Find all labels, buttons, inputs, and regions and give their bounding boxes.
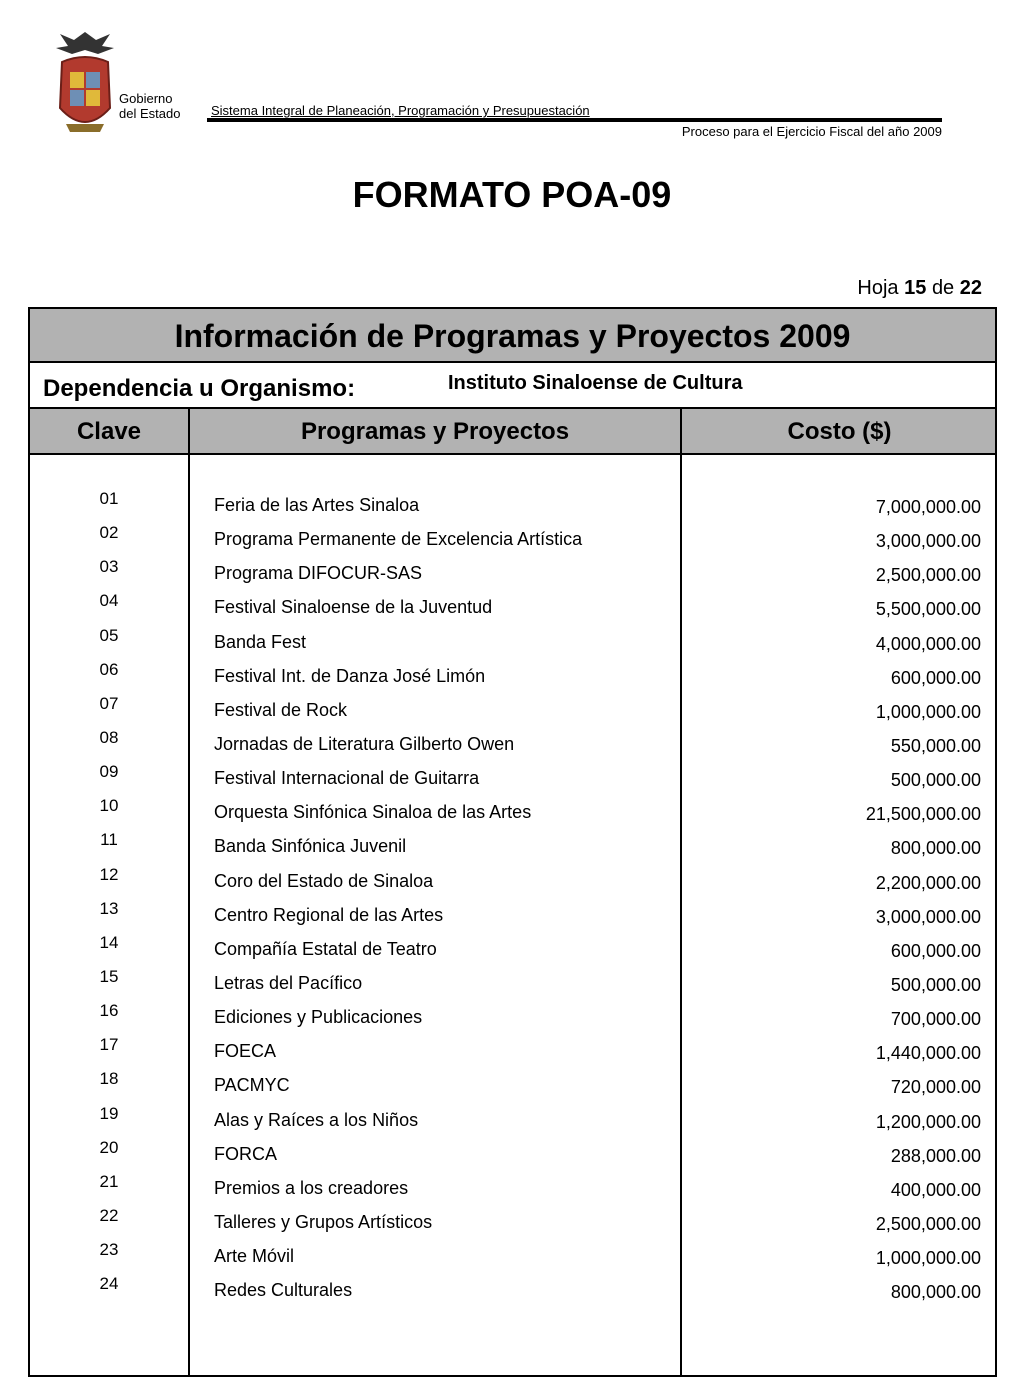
row-program: Banda Sinfónica Juvenil — [214, 836, 407, 857]
table-row — [30, 929, 995, 963]
row-clave: 20 — [99, 1137, 119, 1157]
row-cost: 1,200,000.00 — [875, 1111, 981, 1132]
row-cost: 1,440,000.00 — [875, 1043, 981, 1064]
row-clave: 01 — [99, 489, 119, 508]
row-cost: 720,000.00 — [890, 1077, 981, 1098]
row-clave: 05 — [99, 625, 119, 645]
table-row — [30, 690, 995, 724]
row-cost: 7,000,000.00 — [875, 497, 981, 517]
row-cost: 3,000,000.00 — [875, 531, 981, 552]
row-cost: 800,000.00 — [890, 838, 981, 859]
table-row — [30, 861, 995, 895]
row-program: Alas y Raíces a los Niños — [214, 1109, 419, 1130]
table-row — [30, 1134, 995, 1168]
row-clave: 19 — [99, 1103, 119, 1123]
row-cost: 1,000,000.00 — [875, 1248, 981, 1269]
table-row — [30, 997, 995, 1031]
row-clave: 17 — [99, 1035, 119, 1055]
row-cost: 4,000,000.00 — [875, 633, 981, 654]
table-row — [30, 895, 995, 929]
table-row — [30, 724, 995, 758]
row-cost: 800,000.00 — [890, 1282, 981, 1303]
row-clave: 02 — [99, 523, 119, 543]
dependency-row — [30, 363, 995, 409]
row-clave: 06 — [99, 659, 119, 679]
sheet-separator: de — [931, 277, 955, 299]
table-row — [30, 485, 995, 519]
row-program: Compañía Estatal de Teatro — [214, 938, 437, 959]
row-program: Ediciones y Publicaciones — [214, 1007, 423, 1028]
table-row — [30, 1031, 995, 1065]
row-cost: 2,500,000.00 — [875, 565, 981, 586]
row-cost: 600,000.00 — [890, 940, 981, 961]
table-row — [30, 1100, 995, 1134]
table-row — [30, 1168, 995, 1202]
row-clave: 13 — [99, 898, 119, 918]
row-program: Redes Culturales — [214, 1280, 353, 1301]
row-program: Programa DIFOCUR-SAS — [214, 563, 423, 584]
table-header — [30, 409, 995, 455]
row-program: Festival de Rock — [214, 699, 348, 720]
row-program: Banda Fest — [214, 631, 307, 652]
row-clave: 18 — [99, 1069, 119, 1089]
row-clave: 12 — [99, 864, 119, 884]
row-cost: 2,500,000.00 — [875, 1213, 981, 1234]
row-program: Programa Permanente de Excelencia Artística — [214, 529, 583, 550]
row-clave: 23 — [99, 1240, 119, 1260]
table-row — [30, 963, 995, 997]
row-program: Premios a los creadores — [214, 1177, 409, 1198]
row-clave: 04 — [99, 591, 119, 611]
table-row — [30, 622, 995, 656]
form-title: FORMATO POA-09 — [352, 174, 672, 215]
table-row — [30, 1270, 995, 1304]
row-clave: 07 — [99, 693, 119, 713]
row-program: Coro del Estado de Sinaloa — [214, 870, 434, 891]
dependency-value: Instituto Sinaloense de Cultura — [448, 372, 743, 394]
column-header-cost: Costo ($) — [787, 418, 892, 445]
row-clave: 14 — [99, 932, 119, 952]
row-program: Arte Móvil — [214, 1246, 295, 1267]
row-cost: 400,000.00 — [890, 1179, 981, 1200]
row-clave: 11 — [100, 830, 118, 850]
dependency-label: Dependencia u Organismo: — [43, 375, 356, 402]
table-row — [30, 587, 995, 621]
row-program: Jornadas de Literatura Gilberto Owen — [214, 733, 515, 754]
row-program: Letras del Pacífico — [214, 972, 363, 993]
gov-line-1: Gobierno — [119, 91, 173, 106]
row-clave: 10 — [99, 796, 119, 816]
row-clave: 08 — [99, 727, 119, 747]
row-cost: 3,000,000.00 — [875, 906, 981, 927]
row-clave: 24 — [99, 1274, 119, 1294]
row-cost: 500,000.00 — [890, 770, 981, 791]
row-cost: 2,200,000.00 — [875, 872, 981, 893]
table-row — [30, 519, 995, 553]
table-body — [30, 485, 995, 1304]
row-cost: 700,000.00 — [890, 1009, 981, 1030]
row-cost: 21,500,000.00 — [865, 804, 981, 825]
table-row — [30, 758, 995, 792]
row-clave: 03 — [99, 557, 119, 577]
government-label — [119, 91, 180, 121]
header-divider — [207, 118, 942, 122]
row-clave: 22 — [99, 1205, 119, 1225]
table-row — [30, 1236, 995, 1270]
row-clave: 16 — [99, 1001, 119, 1021]
row-program: Centro Regional de las Artes — [214, 904, 444, 925]
table-row — [30, 656, 995, 690]
row-program: Talleres y Grupos Artísticos — [214, 1211, 433, 1232]
row-program: PACMYC — [214, 1075, 290, 1096]
row-cost: 600,000.00 — [890, 667, 981, 688]
table-row — [30, 792, 995, 826]
row-program: Feria de las Artes Sinaloa — [214, 495, 420, 515]
row-program: FOECA — [214, 1041, 277, 1062]
table-row — [30, 1065, 995, 1099]
row-clave: 15 — [99, 966, 119, 986]
row-program: Festival Sinaloense de la Juventud — [214, 597, 493, 618]
programs-table — [28, 307, 997, 1377]
row-cost: 1,000,000.00 — [875, 701, 981, 722]
row-clave: 09 — [99, 762, 119, 782]
sheet-counter — [857, 277, 982, 300]
sheet-prefix: Hoja — [857, 277, 899, 299]
table-row — [30, 826, 995, 860]
sheet-total: 22 — [959, 277, 982, 299]
row-program: Orquesta Sinfónica Sinaloa de las Artes — [214, 802, 532, 823]
row-cost: 550,000.00 — [890, 735, 981, 756]
column-header-clave: Clave — [76, 418, 142, 445]
table-row — [30, 553, 995, 587]
row-program: Festival Internacional de Guitarra — [214, 768, 480, 789]
state-coat-of-arms-icon — [52, 28, 118, 138]
row-cost: 288,000.00 — [890, 1145, 981, 1166]
table-title: Información de Programas y Proyectos 2009 — [30, 309, 995, 363]
fiscal-year-line: Proceso para el Ejercicio Fiscal del año 2009 — [681, 124, 942, 139]
row-clave: 21 — [99, 1171, 119, 1191]
row-cost: 5,500,000.00 — [875, 599, 981, 620]
sheet-current: 15 — [904, 277, 927, 299]
row-program: FORCA — [214, 1143, 277, 1164]
row-cost: 500,000.00 — [890, 974, 981, 995]
table-row — [30, 1202, 995, 1236]
row-program: Festival Int. de Danza José Limón — [214, 665, 486, 686]
column-header-programs: Programas y Proyectos — [300, 418, 570, 445]
system-title: Sistema Integral de Planeación, Programación y Presupuestación — [211, 103, 590, 118]
gov-line-2: del Estado — [119, 106, 181, 121]
